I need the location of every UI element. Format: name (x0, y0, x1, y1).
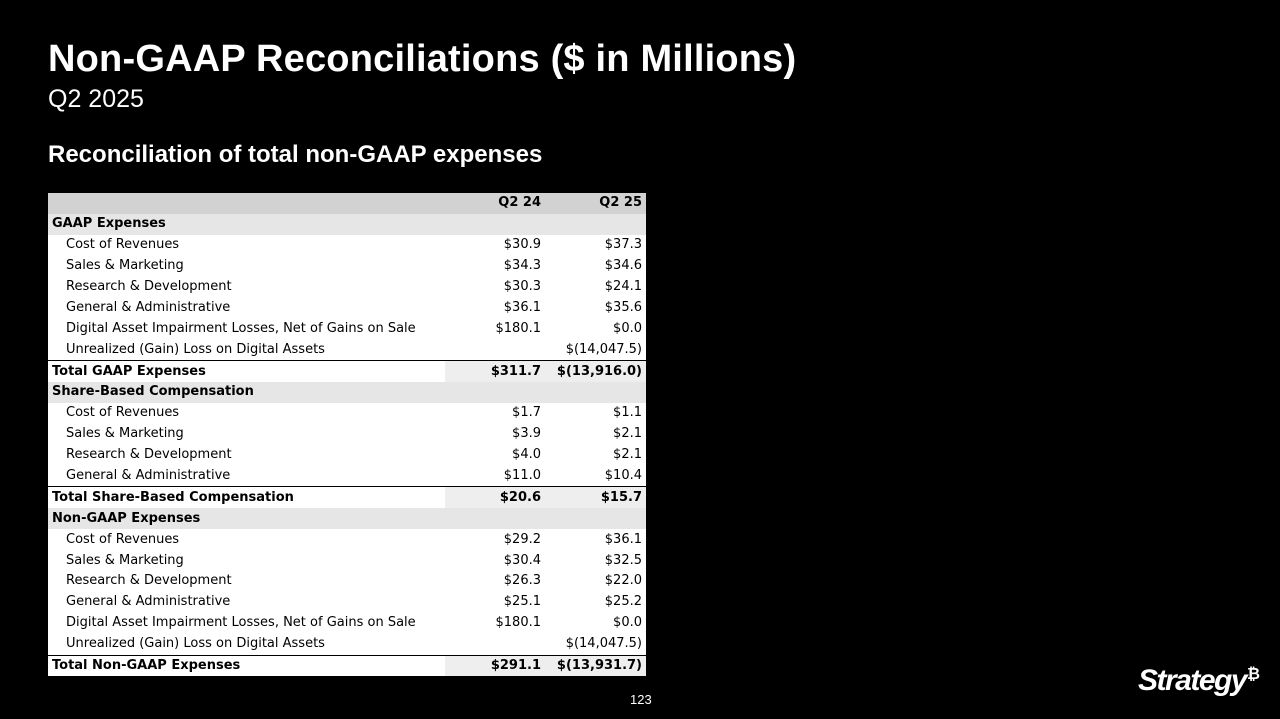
value-q2-24: $34.3 (503, 258, 541, 274)
row-label: Research & Development (66, 573, 232, 589)
section-title: Reconciliation of total non-GAAP expenses (48, 141, 543, 168)
value-q2-24: $26.3 (503, 573, 541, 589)
value-q2-24: $11.0 (503, 468, 541, 484)
value-q2-25: $22.0 (604, 573, 642, 589)
row-label: Total Share-Based Compensation (48, 487, 445, 508)
row-label: GAAP Expenses (48, 214, 445, 235)
row-label: General & Administrative (66, 299, 231, 315)
value-q2-24 (445, 382, 545, 403)
table-row (48, 256, 646, 277)
table-row (48, 445, 646, 466)
table-row (48, 424, 646, 445)
value-q2-24: $180.1 (495, 615, 541, 631)
value-q2-25: $32.5 (604, 552, 642, 568)
total-row (48, 361, 646, 382)
slide-subtitle: Q2 2025 (48, 85, 144, 113)
table-header-row (48, 193, 646, 214)
section-header-row (48, 214, 646, 235)
logo-text: Strategy (1138, 664, 1247, 697)
value-q2-25: $37.3 (604, 237, 642, 253)
table-row (48, 339, 646, 360)
row-label: Non-GAAP Expenses (48, 508, 445, 529)
section-header-row (48, 508, 646, 529)
table-row (48, 634, 646, 655)
row-label: Unrealized (Gain) Loss on Digital Assets (66, 341, 325, 357)
row-label: Unrealized (Gain) Loss on Digital Assets (66, 636, 325, 652)
total-row (48, 655, 646, 677)
value-q2-25: $2.1 (613, 426, 642, 442)
value-q2-24: $36.1 (503, 299, 541, 315)
row-label: Sales & Marketing (66, 258, 184, 274)
value-q2-24: $1.7 (512, 405, 541, 421)
table-row (48, 466, 646, 487)
row-label: Digital Asset Impairment Losses, Net of Gains on Sale (66, 615, 416, 631)
value-q2-24 (445, 634, 545, 655)
value-q2-24 (445, 214, 545, 235)
row-label: Cost of Revenues (66, 237, 180, 253)
value-q2-25 (545, 508, 646, 529)
table-row (48, 297, 646, 318)
value-q2-25: $0.0 (613, 615, 642, 631)
row-label: Digital Asset Impairment Losses, Net of Gains on Sale (66, 320, 416, 336)
value-q2-25: $2.1 (613, 447, 642, 463)
value-q2-25: $36.1 (604, 531, 642, 547)
value-q2-25 (545, 214, 646, 235)
value-q2-24: $3.9 (512, 426, 541, 442)
reconciliation-table-container (48, 193, 646, 677)
table-body (48, 214, 646, 677)
value-q2-25: $24.1 (604, 279, 642, 294)
table-row (48, 613, 646, 634)
value-q2-25: $(13,931.7) (545, 655, 646, 677)
value-q2-25: $10.4 (604, 468, 642, 484)
header-q2-25: Q2 25 (545, 193, 646, 214)
table-row (48, 550, 646, 571)
value-q2-24: $311.7 (445, 361, 545, 382)
row-label: Total GAAP Expenses (48, 361, 445, 382)
row-label: Cost of Revenues (66, 405, 180, 421)
value-q2-25: $(14,047.5) (565, 636, 642, 652)
value-q2-25: $(13,916.0) (545, 361, 646, 382)
value-q2-25: $25.2 (604, 594, 642, 610)
table-row (48, 318, 646, 339)
row-label: Research & Development (66, 279, 232, 294)
row-label: General & Administrative (66, 468, 231, 484)
row-label: Cost of Revenues (66, 531, 180, 547)
value-q2-24: $180.1 (495, 320, 541, 336)
value-q2-24: $30.3 (503, 279, 541, 294)
value-q2-24: $29.2 (503, 531, 541, 547)
page-number: 123 (630, 692, 652, 707)
header-q2-24: Q2 24 (445, 193, 545, 214)
section-header-row (48, 382, 646, 403)
table-row (48, 277, 646, 298)
table-row (48, 235, 646, 256)
value-q2-24: $30.9 (503, 237, 541, 253)
value-q2-24: $25.1 (503, 594, 541, 610)
slide-title: Non-GAAP Reconciliations ($ in Millions) (48, 38, 797, 80)
value-q2-25: $35.6 (604, 299, 642, 315)
table-row (48, 592, 646, 613)
value-q2-25: $34.6 (604, 258, 642, 274)
strategy-logo (1138, 664, 1259, 698)
table-row (48, 571, 646, 592)
bitcoin-icon: ₿ (1247, 666, 1259, 683)
value-q2-25: $15.7 (545, 487, 646, 508)
value-q2-24: $4.0 (512, 447, 541, 463)
value-q2-25: $0.0 (613, 320, 642, 336)
row-label: Research & Development (66, 447, 232, 463)
header-label-cell (48, 193, 445, 214)
reconciliation-table (48, 193, 646, 677)
value-q2-24: $291.1 (445, 655, 545, 677)
row-label: Total Non-GAAP Expenses (48, 655, 445, 677)
value-q2-25 (545, 382, 646, 403)
value-q2-25: $1.1 (613, 405, 642, 421)
total-row (48, 487, 646, 508)
value-q2-24 (445, 339, 545, 360)
row-label: Sales & Marketing (66, 552, 184, 568)
row-label: Sales & Marketing (66, 426, 184, 442)
value-q2-24: $30.4 (503, 552, 541, 568)
row-label: Share-Based Compensation (48, 382, 445, 403)
value-q2-25: $(14,047.5) (565, 341, 642, 357)
row-label: General & Administrative (66, 594, 231, 610)
table-row (48, 403, 646, 424)
table-row (48, 529, 646, 550)
value-q2-24: $20.6 (445, 487, 545, 508)
value-q2-24 (445, 508, 545, 529)
